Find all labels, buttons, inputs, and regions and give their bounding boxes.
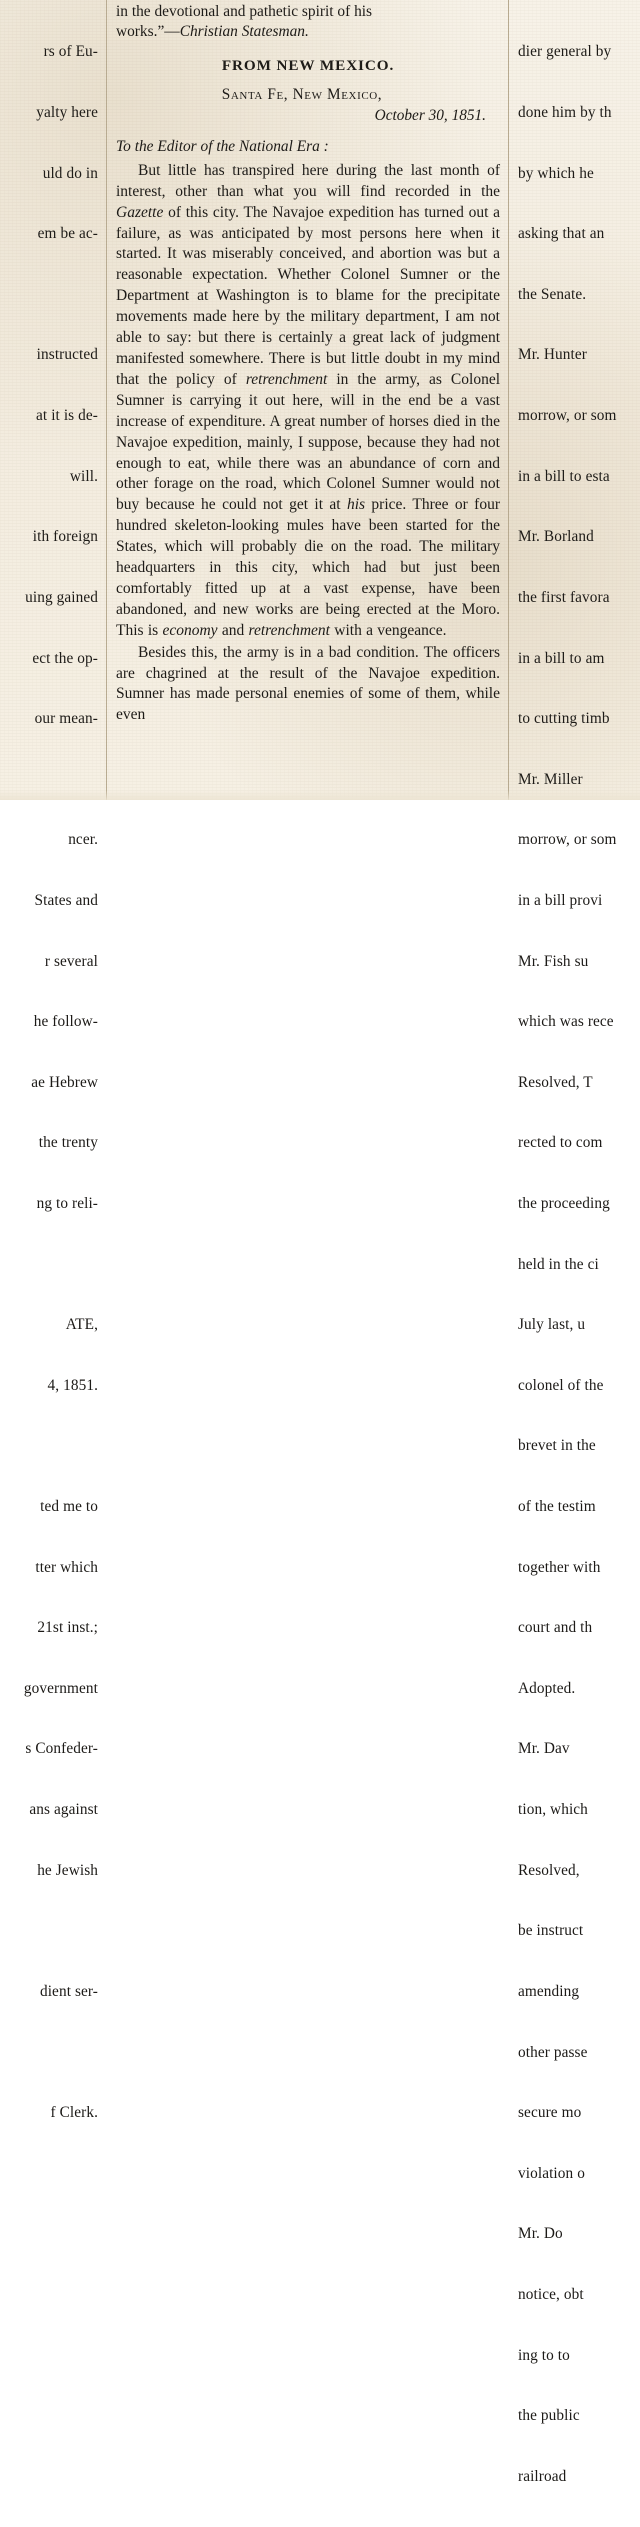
- text-line: July last, u: [518, 1316, 586, 1334]
- text-line: colonel of the: [518, 1376, 604, 1394]
- text-line: will.: [69, 467, 98, 485]
- text-line: Mr. Miller: [518, 770, 583, 788]
- text-line: the trenty: [38, 1134, 98, 1152]
- text-line: be instruct: [518, 1922, 584, 1940]
- text-line: tion, which: [518, 1801, 588, 1819]
- text-line: works.”—Christian Statesman.: [116, 23, 309, 41]
- text-line: Mr. Hunter: [518, 346, 587, 364]
- text-line: yalty here: [36, 104, 98, 122]
- text-line: he follow-: [33, 1013, 98, 1031]
- text-line: ng to reli-: [36, 1194, 98, 1212]
- text-line: uing gained: [25, 588, 98, 606]
- text-line: in a bill to esta: [518, 467, 610, 485]
- text-line: ATE,: [65, 1316, 98, 1334]
- text-line: Adopted.: [518, 1679, 576, 1697]
- text-line: the first favora: [518, 588, 610, 606]
- text-line: Mr. Do: [518, 2225, 563, 2243]
- text-line: dier general by: [518, 43, 612, 61]
- text-line: our mean-: [34, 710, 98, 728]
- text-line: ted me to: [40, 1498, 98, 1516]
- text-line: [0, 285, 98, 305]
- text-line: Mr. Borland: [518, 528, 594, 546]
- text-line: ith foreign: [32, 528, 98, 546]
- text-line: in a bill provi: [518, 891, 603, 909]
- text-line: [0, 1921, 98, 1941]
- dateline-place: Santa Fe, New Mexico,: [221, 85, 383, 103]
- text-line: instructed: [36, 346, 98, 364]
- text-line: uld do in: [42, 164, 98, 182]
- text-line: notice, obt: [518, 2285, 584, 2303]
- text-line: asking that an: [518, 225, 605, 243]
- text-line: court and th: [518, 1619, 593, 1637]
- dateline: [116, 84, 488, 126]
- preceding-article-tail: [116, 0, 500, 43]
- text-line: r several: [44, 952, 98, 970]
- text-line: secure mo: [518, 2104, 582, 2122]
- text-line: in the devotional and pathetic spirit of his: [116, 3, 373, 20]
- dateline-date: October 30, 1851.: [374, 106, 486, 124]
- text-line: tter which: [35, 1558, 98, 1576]
- left-column-text: [0, 0, 98, 2164]
- text-line: morrow, or som: [518, 831, 617, 849]
- salutation: To the Editor of the National Era :: [116, 137, 329, 155]
- text-line: rected to com: [518, 1134, 603, 1152]
- text-line: Resolved, T: [518, 1073, 593, 1091]
- text-line: to cutting timb: [518, 710, 610, 728]
- text-line: [0, 1255, 98, 1275]
- text-line: he Jewish: [37, 1861, 98, 1879]
- text-line: 21st inst.;: [33, 1619, 98, 1637]
- text-line: Mr. Fish su: [518, 952, 589, 970]
- text-line: rs of Eu-: [43, 43, 98, 61]
- text-line: em be ac-: [37, 225, 98, 243]
- text-line: ncer.: [68, 831, 98, 849]
- text-line: by which he: [518, 164, 594, 182]
- text-line: [0, 2043, 98, 2063]
- article-headline: FROM NEW MEXICO.: [221, 56, 395, 74]
- text-line: done him by th: [518, 104, 612, 122]
- text-line: ae Hebrew: [31, 1073, 98, 1091]
- text-line: ans against: [29, 1801, 98, 1819]
- text-line: held in the ci: [518, 1255, 599, 1273]
- column-rule-right: [508, 0, 509, 800]
- text-line: other passe: [518, 2043, 588, 2061]
- right-column-text: [518, 0, 640, 2527]
- right-column: [512, 0, 640, 2485]
- text-line: s Confeder-: [25, 1740, 98, 1758]
- text-line: Resolved,: [518, 1861, 580, 1879]
- text-line: morrow, or som: [518, 407, 617, 425]
- text-line: railroad: [518, 2467, 567, 2485]
- text-line: States and: [34, 891, 98, 909]
- article-paragraph: Besides this, the army is in a bad condition. The officers are chagrined at the result of the Navajoe expedition. Sumner has made personal enemies of some of them, while even: [116, 643, 500, 724]
- article-paragraph: But little has transpired here during the last month of interest, other than what you will find recorded in the Gazette of this city. The Navajoe expedition has turned out a failure, as was anticipated by most persons here when it started. It was miserably conceived, and abortion was but a reasonable expectation. Whether Colonel Sumner or the Department at Washington is to blame for the precipitate movements made here by the military department, I am not able to say: but there is certainly a great lack of judgment manifested somewhere. There is but little doubt in my mind that the policy of retrenchment in the army, as Colonel Sumner is carrying it out here, will in the end be a vast increase of expenditure. A great number of horses died in the Navajoe expedition, mainly, I suppose, because they had not enough to eat, while there was an abundance of corn and other forage on the road, which Colonel Sumner would not buy because he could not get it at his price. Three or four hundred skeleton-looking mules have been started for the States, which will probably die on the road. The military headquarters in this city, which had but just been comfortably fitted up at a vast expense, have been abandoned, and new works are being erected at the Moro. This is economy and retrenchment with a vengeance.: [116, 161, 501, 639]
- text-line: government: [23, 1679, 98, 1697]
- text-line: [0, 1436, 98, 1456]
- text-line: 4, 1851.: [47, 1376, 98, 1394]
- text-line: at it is de-: [36, 407, 98, 425]
- text-line: the proceeding: [518, 1194, 610, 1212]
- center-column: [112, 0, 504, 800]
- text-line: [0, 770, 98, 790]
- text-line: amending: [518, 1982, 580, 2000]
- column-rule-left: [106, 0, 107, 800]
- text-line: brevet in the: [518, 1437, 596, 1455]
- text-line: which was rece: [518, 1013, 614, 1031]
- text-line: the public: [518, 2407, 580, 2425]
- text-line: Mr. Dav: [518, 1740, 570, 1758]
- text-line: ing to to: [518, 2346, 570, 2364]
- text-line: ect the op-: [32, 649, 98, 667]
- text-line: in a bill to am: [518, 649, 605, 667]
- left-column: [0, 0, 104, 2122]
- text-line: violation o: [518, 2164, 585, 2182]
- text-line: of the testim: [518, 1498, 596, 1516]
- text-line: dient ser-: [39, 1982, 98, 2000]
- text-line: the Senate.: [518, 285, 587, 303]
- text-line: together with: [518, 1558, 601, 1576]
- text-line: f Clerk.: [50, 2104, 98, 2122]
